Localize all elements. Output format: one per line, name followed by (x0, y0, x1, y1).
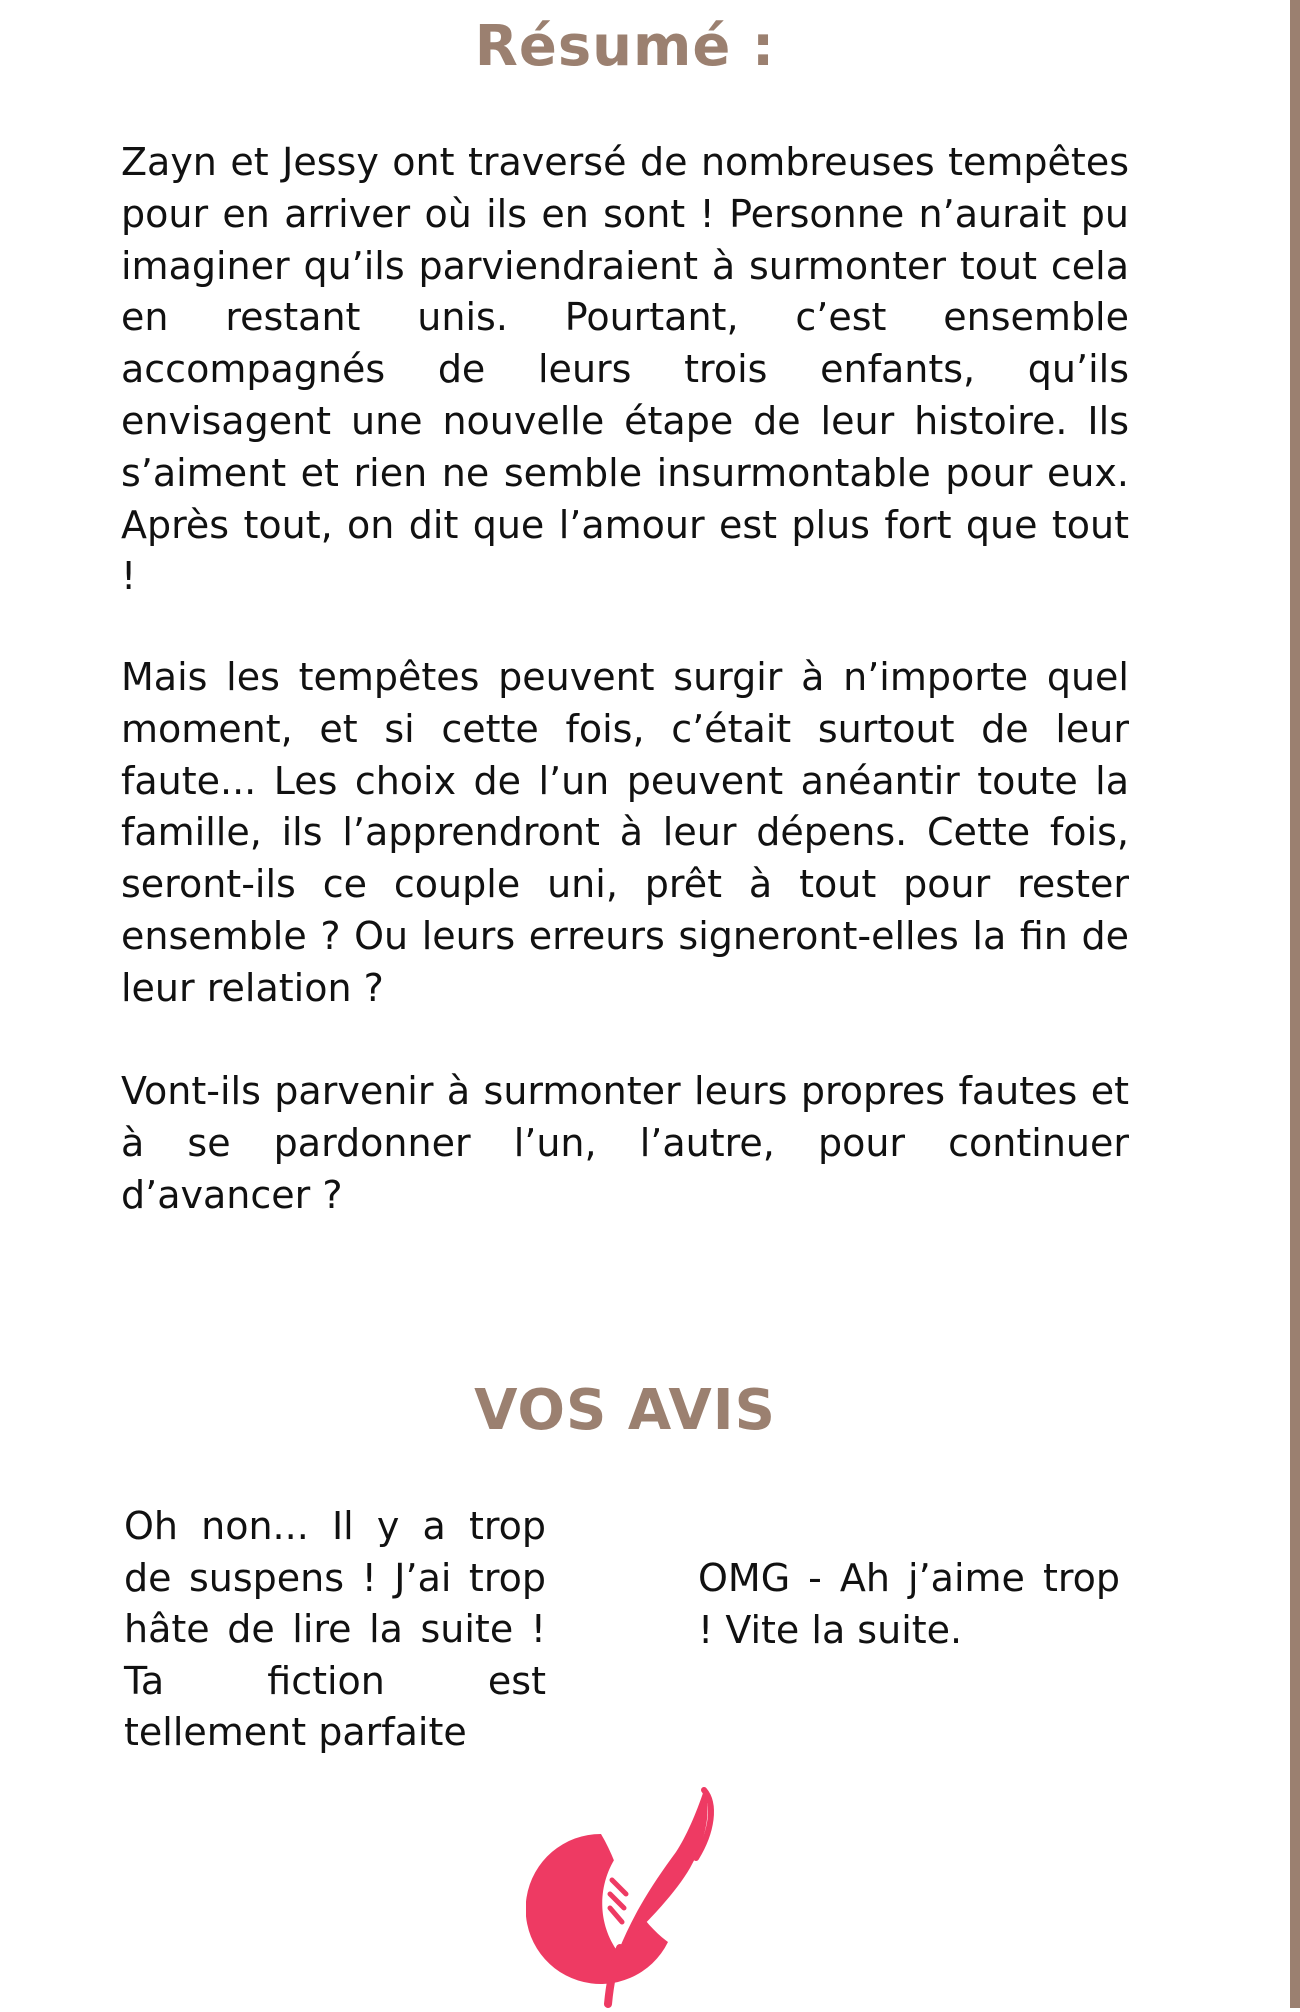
summary-paragraph-2: Mais les tempêtes peuvent surgir à n’importe quel moment, et si cette fois, c’était surtout de leur faute... Les choix de l’un peuvent anéantir toute la famille, ils l’apprendront à leur dépens. Cette fois, seront-ils ce couple uni, prêt à tout pour rester ensemble ? Ou leurs erreurs signeront-elles la fin de leur relation ? (121, 655, 1129, 1010)
feather-quill-icon (526, 1782, 726, 2008)
side-border-bar (1290, 0, 1300, 2008)
reviews-title: VOS AVIS (474, 1378, 776, 1443)
review-item-1: Oh non... Il y a trop de suspens ! J’ai trop hâte de lire la suite ! Ta fiction est tellement parfaite (124, 1504, 546, 1754)
summary-title: Résumé : (474, 14, 776, 79)
summary-paragraph-1: Zayn et Jessy ont traversé de nombreuses tempêtes pour en arriver où ils en sont ! Personne n’aurait pu imaginer qu’ils parviendraient à surmonter tout cela en restant unis. Pourtant, c’est ensemble accompagnés de leurs trois enfants, qu’ils envisagent une nouvelle étape de leur histoire. Ils s’aiment et rien ne semble insurmontable pour eux. Après tout, on dit que l’amour est plus fort que tout ! (121, 140, 1129, 599)
summary-paragraph-3: Vont-ils parvenir à surmonter leurs propres fautes et à se pardonner l’un, l’autre, pour continuer d’avancer ? (121, 1069, 1129, 1217)
review-item-2: OMG - Ah j’aime trop ! Vite la suite. (698, 1556, 1120, 1652)
